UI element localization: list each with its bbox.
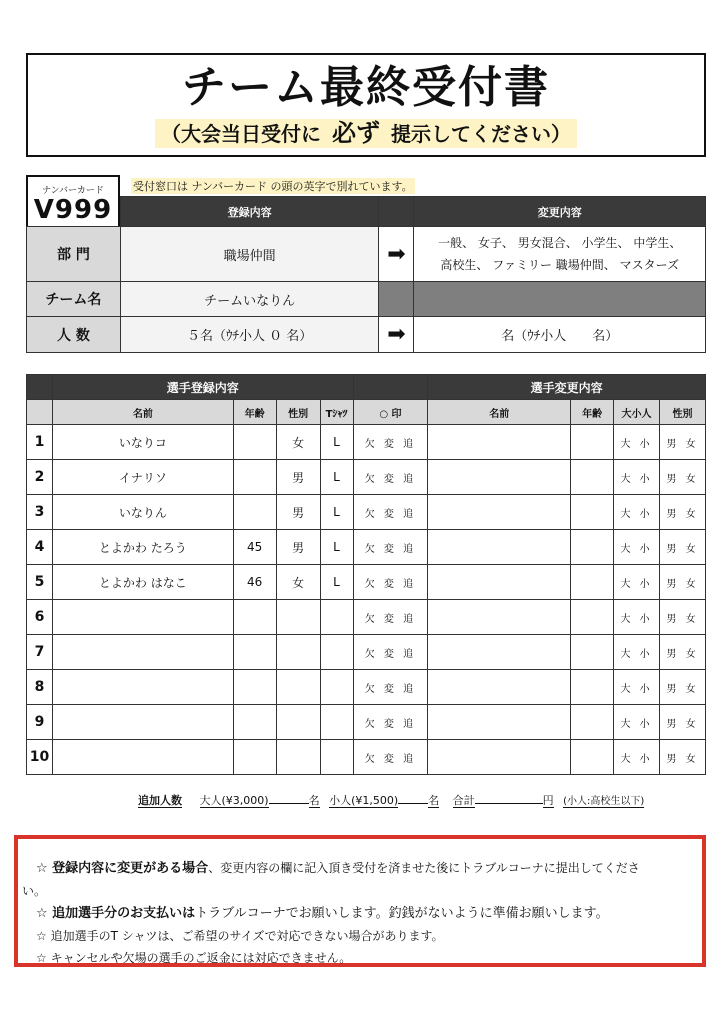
mark-options: 欠 変 追 (353, 600, 428, 635)
team-label: チーム名 (27, 282, 121, 317)
change-age (571, 495, 614, 530)
col-change-name: 名前 (428, 400, 571, 425)
gender-options: 男 女 (660, 705, 706, 740)
change-name (428, 530, 571, 565)
arrow-icon: ➡ (379, 317, 414, 353)
col-change-gender: 性別 (660, 400, 706, 425)
page-title: チーム最終受付書 (182, 62, 550, 113)
notice-line-3: ☆ 追加選手のT シャツは、ご希望のサイズで対応できない場合があります。 (36, 929, 444, 943)
player-age: 45 (233, 530, 276, 565)
size-options: 大 小 (614, 635, 660, 670)
change-name (428, 460, 571, 495)
arrow-icon: ➡ (379, 227, 414, 282)
notice-line-2-bold: ☆ 追加選手分のお支払いは (36, 906, 196, 921)
table-row (27, 740, 706, 775)
change-name (428, 635, 571, 670)
gender-options: 男 女 (660, 460, 706, 495)
change-name (428, 495, 571, 530)
table-row (27, 495, 706, 530)
notice-line-2 (22, 902, 692, 925)
change-age (571, 460, 614, 495)
mark-options: 欠 変 追 (353, 670, 428, 705)
notice-box (14, 835, 706, 967)
table-row (27, 460, 706, 495)
player-age (233, 740, 276, 775)
player-age (233, 600, 276, 635)
row-number: 2 (27, 460, 53, 495)
header-player-change: 選手変更内容 (428, 375, 706, 400)
number-card-label: ナンバーカード (42, 186, 104, 196)
size-options: 大 小 (614, 530, 660, 565)
blank-cell (27, 197, 121, 227)
gender-options: 男 女 (660, 495, 706, 530)
reception-note: 受付窓口は ナンバーカード の頭の英字で別れています。 (133, 180, 413, 193)
player-name (52, 635, 233, 670)
total-label: 合計 (452, 794, 475, 807)
additional-label: 追加人数 (138, 794, 182, 807)
notice-line-4: ☆ キャンセルや欠場の選手のご返金には対応できません。 (36, 951, 352, 965)
page-subtitle (155, 119, 577, 148)
adult-price: 大人(¥3,000) (199, 794, 269, 807)
player-gender (276, 635, 320, 670)
row-number: 7 (27, 635, 53, 670)
division-label: 部 門 (27, 227, 121, 282)
table-row (27, 600, 706, 635)
player-gender (276, 740, 320, 775)
division-value: 職場仲間 (120, 227, 379, 282)
change-name (428, 740, 571, 775)
change-name (428, 425, 571, 460)
subtitle-part-a: （大会当日受付に (161, 122, 322, 146)
player-gender (276, 670, 320, 705)
registration-table (26, 196, 706, 353)
row-number: 3 (27, 495, 53, 530)
player-shirt: L (320, 565, 353, 600)
header-registered: 登録内容 (120, 197, 379, 227)
player-name: いなりコ (52, 425, 233, 460)
gender-options: 男 女 (660, 565, 706, 600)
team-grey-cell (379, 282, 414, 317)
gender-options: 男 女 (660, 600, 706, 635)
row-number: 1 (27, 425, 53, 460)
header-player-registration: 選手登録内容 (52, 375, 353, 400)
dark-cell (27, 375, 53, 400)
player-shirt (320, 635, 353, 670)
table-row (27, 635, 706, 670)
change-age (571, 565, 614, 600)
dark-cell (353, 375, 428, 400)
col-age: 年齢 (233, 400, 276, 425)
player-name (52, 670, 233, 705)
row-number: 4 (27, 530, 53, 565)
col-name: 名前 (52, 400, 233, 425)
player-shirt (320, 600, 353, 635)
player-gender: 男 (276, 495, 320, 530)
change-name (428, 565, 571, 600)
table-row (27, 425, 706, 460)
change-age (571, 635, 614, 670)
size-options: 大 小 (614, 740, 660, 775)
team-change-cell (414, 282, 706, 317)
col-shirt: Tｼｬﾂ (320, 400, 353, 425)
player-name: とよかわ はなこ (52, 565, 233, 600)
player-gender: 男 (276, 460, 320, 495)
gender-options: 男 女 (660, 530, 706, 565)
player-age (233, 670, 276, 705)
size-options: 大 小 (614, 460, 660, 495)
additional-people-line (138, 792, 644, 808)
gender-options: 男 女 (660, 740, 706, 775)
player-shirt: L (320, 425, 353, 460)
player-age (233, 705, 276, 740)
gender-options: 男 女 (660, 670, 706, 705)
mark-options: 欠 変 追 (353, 705, 428, 740)
size-options: 大 小 (614, 705, 660, 740)
subtitle-emphasis: 必ず (332, 119, 380, 147)
change-age (571, 670, 614, 705)
count-change: 名（ｳﾁ小人 名） (414, 317, 706, 353)
mark-options: 欠 変 追 (353, 460, 428, 495)
mark-options: 欠 変 追 (353, 635, 428, 670)
child-price: 小人(¥1,500) (329, 794, 399, 807)
player-age: 46 (233, 565, 276, 600)
row-number: 8 (27, 670, 53, 705)
division-options-line1: 一般、 女子、 男女混合、 小学生、 中学生、 (438, 236, 682, 250)
change-name (428, 705, 571, 740)
gender-options: 男 女 (660, 635, 706, 670)
title-box (26, 53, 706, 157)
change-age (571, 600, 614, 635)
change-age (571, 740, 614, 775)
size-options: 大 小 (614, 495, 660, 530)
player-name (52, 600, 233, 635)
player-age (233, 635, 276, 670)
player-gender (276, 705, 320, 740)
player-shirt: L (320, 460, 353, 495)
player-gender: 女 (276, 425, 320, 460)
players-table (26, 374, 706, 775)
mark-options: 欠 変 追 (353, 565, 428, 600)
count-label: 人 数 (27, 317, 121, 353)
division-options (414, 227, 706, 282)
mark-options: 欠 変 追 (353, 425, 428, 460)
table-row (27, 530, 706, 565)
total-blank (475, 803, 543, 804)
size-options: 大 小 (614, 425, 660, 460)
row-number: 5 (27, 565, 53, 600)
header-changed: 変更内容 (414, 197, 706, 227)
player-shirt (320, 705, 353, 740)
adult-unit: 名 (308, 794, 320, 807)
division-options-line2: 高校生、 ファミリー 職場仲間、 マスターズ (440, 258, 680, 272)
change-age (571, 530, 614, 565)
change-name (428, 600, 571, 635)
table-row (27, 565, 706, 600)
row-number: 9 (27, 705, 53, 740)
row-number: 6 (27, 600, 53, 635)
adult-blank (269, 803, 309, 804)
header-blank (379, 197, 414, 227)
player-shirt (320, 740, 353, 775)
mark-options: 欠 変 追 (353, 740, 428, 775)
child-unit: 名 (428, 794, 440, 807)
player-gender (276, 600, 320, 635)
mark-options: 欠 変 追 (353, 495, 428, 530)
team-value: チームいなりん (120, 282, 379, 317)
player-shirt: L (320, 530, 353, 565)
col-gender: 性別 (276, 400, 320, 425)
player-gender: 男 (276, 530, 320, 565)
player-name (52, 740, 233, 775)
player-shirt: L (320, 495, 353, 530)
col-change-age: 年齢 (571, 400, 614, 425)
player-shirt (320, 670, 353, 705)
yen-unit: 円 (542, 794, 554, 807)
notice-line-1-bold: ☆ 登録内容に変更がある場合 (36, 861, 209, 876)
size-options: 大 小 (614, 670, 660, 705)
sub-blank (27, 400, 53, 425)
notice-line-1-text: 、変更内容の欄に記入頂き受付を済ませた後にトラブルコーナに提出してくださ (208, 861, 640, 875)
table-row (27, 705, 706, 740)
change-age (571, 705, 614, 740)
count-value: ５名（ｳﾁ小人 ０ 名） (120, 317, 379, 353)
child-blank (398, 803, 428, 804)
gender-options: 男 女 (660, 425, 706, 460)
player-name: とよかわ たろう (52, 530, 233, 565)
player-age (233, 460, 276, 495)
player-name: いなりん (52, 495, 233, 530)
col-mark: ○ 印 (353, 400, 428, 425)
size-options: 大 小 (614, 565, 660, 600)
mark-options: 欠 変 追 (353, 530, 428, 565)
notice-line-2-text: トラブルコーナでお願いします。釣銭がないように準備お願いします。 (195, 906, 609, 921)
subtitle-part-b: 提示してください） (390, 122, 571, 146)
player-name: イナリソ (52, 460, 233, 495)
player-age (233, 495, 276, 530)
table-row (27, 670, 706, 705)
player-name (52, 705, 233, 740)
col-change-size: 大小人 (614, 400, 660, 425)
row-number: 10 (27, 740, 53, 775)
notice-line-1 (22, 857, 692, 880)
number-card-value: V999 (33, 195, 113, 225)
size-options: 大 小 (614, 600, 660, 635)
change-name (428, 670, 571, 705)
change-age (571, 425, 614, 460)
player-age (233, 425, 276, 460)
child-note: (小人:高校生以下) (563, 796, 645, 807)
notice-line-1-wrap: い。 (22, 884, 47, 898)
player-gender: 女 (276, 565, 320, 600)
